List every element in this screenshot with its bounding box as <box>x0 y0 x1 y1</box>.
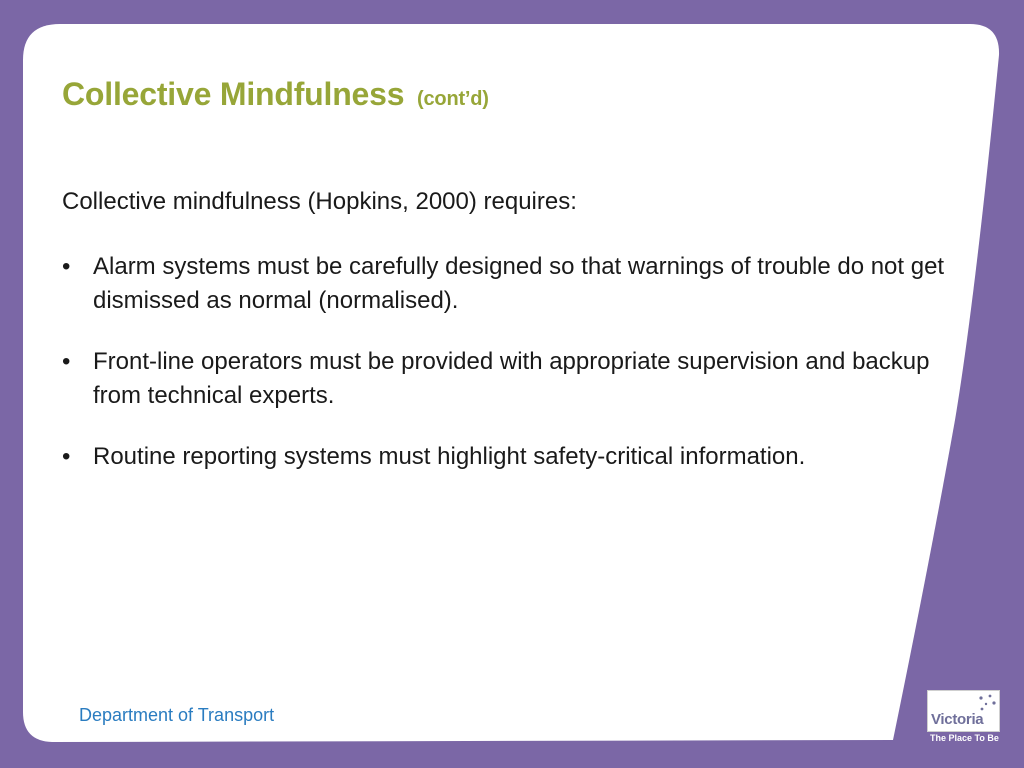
logo-box <box>927 690 1000 732</box>
victoria-logo <box>927 690 1000 746</box>
bullet-text: Front-line operators must be provided with appropriate supervision and backup from technical experts. <box>93 348 930 409</box>
intro-text: Collective mindfulness (Hopkins, 2000) requires: <box>62 188 577 215</box>
bullet-item <box>62 250 962 318</box>
title-suffix: (cont’d) <box>417 88 489 110</box>
slide-title <box>62 76 489 113</box>
bullet-list <box>62 250 962 501</box>
bullet-icon: • <box>62 443 71 470</box>
bullet-text: Routine reporting systems must highlight safety-critical information. <box>93 443 806 470</box>
bullet-item <box>62 345 962 413</box>
department-label: Department of Transport <box>79 705 275 725</box>
bullet-icon: • <box>62 348 71 375</box>
logo-tagline: The Place To Be <box>930 733 999 743</box>
logo-wordmark: Victoria <box>931 711 984 728</box>
title-text: Collective Mindfulness <box>62 76 405 112</box>
southern-cross-stars-icon <box>976 693 998 713</box>
bullet-icon: • <box>62 253 71 280</box>
bullet-item <box>62 440 962 474</box>
bullet-text: Alarm systems must be carefully designed so that warnings of trouble do not get dismissed as normal (normalised). <box>93 253 945 314</box>
